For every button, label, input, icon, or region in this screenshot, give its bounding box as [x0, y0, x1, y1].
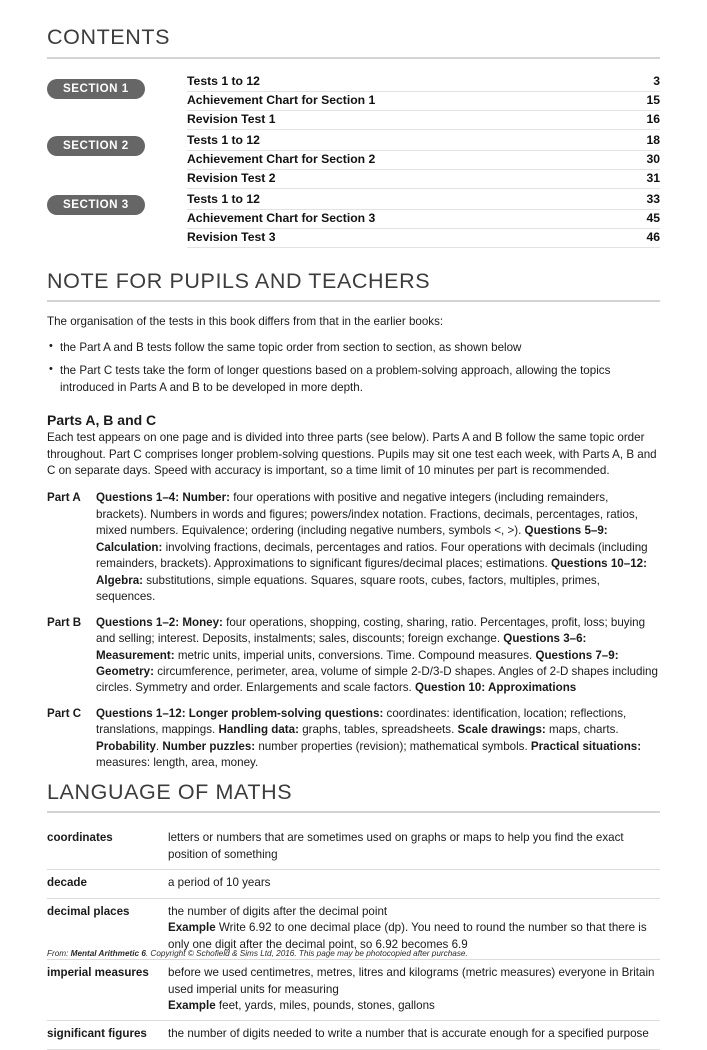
glossary-definition [168, 875, 660, 891]
language-heading: LANGUAGE OF MATHS [47, 779, 293, 804]
part-label: Part A [47, 491, 81, 505]
glossary-row [47, 960, 660, 1021]
contents-row[interactable] [187, 210, 660, 229]
contents-row[interactable] [187, 170, 660, 189]
note-intro: The organisation of the tests in this book differs from that in the earlier books: [47, 315, 444, 329]
contents-row-page: 30 [646, 151, 660, 166]
glossary-definition [168, 904, 660, 953]
text-emphasis: Practical situations: [530, 739, 642, 753]
text-emphasis: Number puzzles: [162, 739, 259, 753]
text-run: From: [47, 949, 71, 958]
section-badge: SECTION 2 [47, 136, 145, 157]
text-emphasis: Questions 1–12: Longer problem-solving questions: [96, 706, 387, 720]
contents-row-title: Tests 1 to 12 [187, 132, 260, 147]
text-run: measures: length, area, money. [96, 756, 259, 770]
contents-rows [187, 189, 660, 248]
glossary-term: decimal places [47, 904, 130, 918]
part-row [47, 490, 660, 605]
text-run: four operations, shopping, costing, sharing, ratio. Percentages, profit, loss; buying and selling; interest. Deposits, instalments; sales, discounts; foreign exchange. [96, 615, 646, 646]
text-emphasis: Scale drawings: [457, 723, 550, 737]
contents-row[interactable] [187, 189, 660, 210]
parts-description: Each test appears on one page and is divided into three parts (see below). Parts A and B follow the same topic order throughout. Part C comprises longer problem-solving questions. Pupils may sit one test each week, with Parts A, B and C on separate days. Speed with accuracy is important, so a time limit of 10 minutes per part is recommended. [47, 431, 657, 477]
contents-row[interactable] [187, 73, 660, 92]
language-heading-rule [47, 811, 660, 813]
glossary-term: decade [47, 876, 87, 890]
contents-row-title: Tests 1 to 12 [187, 191, 260, 206]
glossary-term: significant figures [47, 1027, 147, 1041]
contents-row-page: 45 [646, 210, 660, 225]
note-bullet-item: • the Part C tests take the form of longer questions based on a problem-solving approach, allowing the topics introduced in Parts A and B to be developed in more depth. [47, 363, 660, 396]
note-bullet-list [47, 340, 660, 396]
text-run: feet, yards, miles, pounds, stones, gallons [218, 998, 435, 1012]
contents-row-page: 31 [646, 170, 660, 185]
text-run: . [155, 739, 163, 753]
contents-row-title: Tests 1 to 12 [187, 73, 260, 88]
glossary-definition [168, 965, 660, 1014]
part-label: Part C [47, 706, 82, 720]
contents-row-title: Achievement Chart for Section 1 [187, 92, 376, 107]
note-heading-rule [47, 300, 660, 302]
contents-row-page: 33 [646, 191, 660, 206]
text-emphasis: Handling data: [218, 723, 303, 737]
text-emphasis: Questions 5–9: Calculation: [96, 524, 608, 554]
text-emphasis: Questions 3–6: Measurement: [96, 632, 587, 662]
text-run: number properties (revision); mathematical symbols. [258, 739, 531, 753]
text-emphasis: Questions 7–9: Geometry: [96, 648, 619, 678]
parts-subheading: Parts A, B and C [47, 412, 157, 429]
contents-row-page: 16 [646, 111, 660, 126]
contents-row[interactable] [187, 229, 660, 248]
contents-row-title: Revision Test 3 [187, 229, 276, 244]
contents-row-page: 18 [646, 132, 660, 147]
contents-group [47, 130, 660, 189]
text-run: substitutions, simple equations. Squares, square roots, cubes, factors, multiples, primes, sequences. [96, 573, 600, 604]
contents-rows [187, 73, 660, 130]
section-badge: SECTION 1 [47, 79, 145, 100]
text-emphasis: Example [168, 921, 219, 935]
contents-row-page: 15 [646, 92, 660, 107]
section-badge-cell [47, 189, 187, 216]
contents-row-page: 3 [653, 73, 660, 88]
part-body [96, 706, 660, 772]
text-run: the number of digits needed to write a number that is accurate enough for a specified purpose [168, 1027, 649, 1041]
contents-row-title: Achievement Chart for Section 3 [187, 210, 376, 225]
text-emphasis: Questions 1–2: Money: [96, 615, 227, 629]
text-run: circumference, perimeter, area, volume of simple 2-D/3-D shapes. Angles of 2-D shapes including circles. Symmetry and order. Enlargements and scale factors. [96, 664, 658, 695]
contents-row-page: 46 [646, 229, 660, 244]
glossary-term: coordinates [47, 831, 113, 845]
contents-row[interactable] [187, 151, 660, 170]
text-run: graphs, tables, spreadsheets. [302, 723, 458, 737]
contents-list [47, 73, 660, 248]
text-run: letters or numbers that are sometimes used on graphs or maps to help you find the exact position of something [168, 831, 624, 861]
language-section [47, 781, 660, 1050]
text-run: coordinates: identification, location; reflections, translations, mappings. [96, 706, 627, 737]
parts-table [47, 490, 660, 771]
text-run: Write 6.92 to one decimal place (dp). You need to round the number so that there is only one digit after the decimal point, so 6.92 becomes 6.9 [168, 921, 647, 951]
note-heading: NOTE FOR PUPILS AND TEACHERS [47, 268, 431, 293]
glossary-definition [168, 830, 660, 863]
text-emphasis: Questions 1–4: Number: [96, 491, 234, 505]
part-body [96, 615, 660, 697]
contents-row-title: Revision Test 2 [187, 170, 276, 185]
text-run: metric units, imperial units, conversions. Time. Compound measures. [177, 648, 536, 662]
glossary-term: imperial measures [47, 966, 149, 980]
contents-row[interactable] [187, 92, 660, 111]
section-badge: SECTION 3 [47, 195, 145, 216]
text-run: involving fractions, decimals, percentages and ratios. Four operations with decimals (including remainders, brackets). Approximations to significant figures/decimal places; estimations. [96, 540, 648, 571]
text-run: four operations with positive and negative integers (including remainders, brackets). Numbers in words and figures; powers/index notation. Fractions, decimals, percentages, ratios, mixed numbers. Equivalence; ordering (including negative numbers, symbols <, >). [96, 491, 638, 538]
contents-row[interactable] [187, 130, 660, 151]
contents-row[interactable] [187, 111, 660, 130]
text-run: a period of 10 years [168, 876, 271, 890]
text-emphasis: Questions 10–12: Algebra: [96, 557, 647, 587]
text-emphasis: Question 10: Approximations [414, 681, 577, 695]
contents-row-title: Achievement Chart for Section 2 [187, 151, 376, 166]
part-row [47, 706, 660, 772]
contents-rows [187, 130, 660, 189]
text-run: the number of digits after the decimal point [168, 904, 388, 918]
text-run: before we used centimetres, metres, litres and kilograms (metric measures) everyone in Britain used imperial units for measuring [168, 966, 655, 996]
note-section [47, 270, 660, 772]
text-emphasis: Mental Arithmetic 6 [70, 949, 146, 958]
glossary-row [47, 1021, 660, 1049]
section-badge-cell [47, 73, 187, 100]
glossary-row [47, 870, 660, 898]
text-emphasis: Example [168, 998, 219, 1012]
page-footer [47, 949, 468, 958]
glossary-row [47, 825, 660, 870]
part-label: Part B [47, 615, 82, 629]
note-bullet-item: • the Part A and B tests follow the same topic order from section to section, as shown below [47, 340, 660, 356]
contents-heading-rule [47, 57, 660, 59]
contents-group [47, 189, 660, 248]
glossary-definition [168, 1026, 660, 1042]
text-run: . Copyright © Schofield & Sims Ltd, 2016. This page may be photocopied after purchase. [145, 949, 468, 958]
part-body [96, 490, 660, 605]
text-emphasis: Probability [96, 739, 156, 753]
part-row [47, 615, 660, 697]
section-badge-cell [47, 130, 187, 157]
text-run: maps, charts. [549, 723, 619, 737]
contents-heading: CONTENTS [47, 25, 171, 49]
glossary-list [47, 825, 660, 1050]
contents-group [47, 73, 660, 130]
contents-row-title: Revision Test 1 [187, 111, 276, 126]
